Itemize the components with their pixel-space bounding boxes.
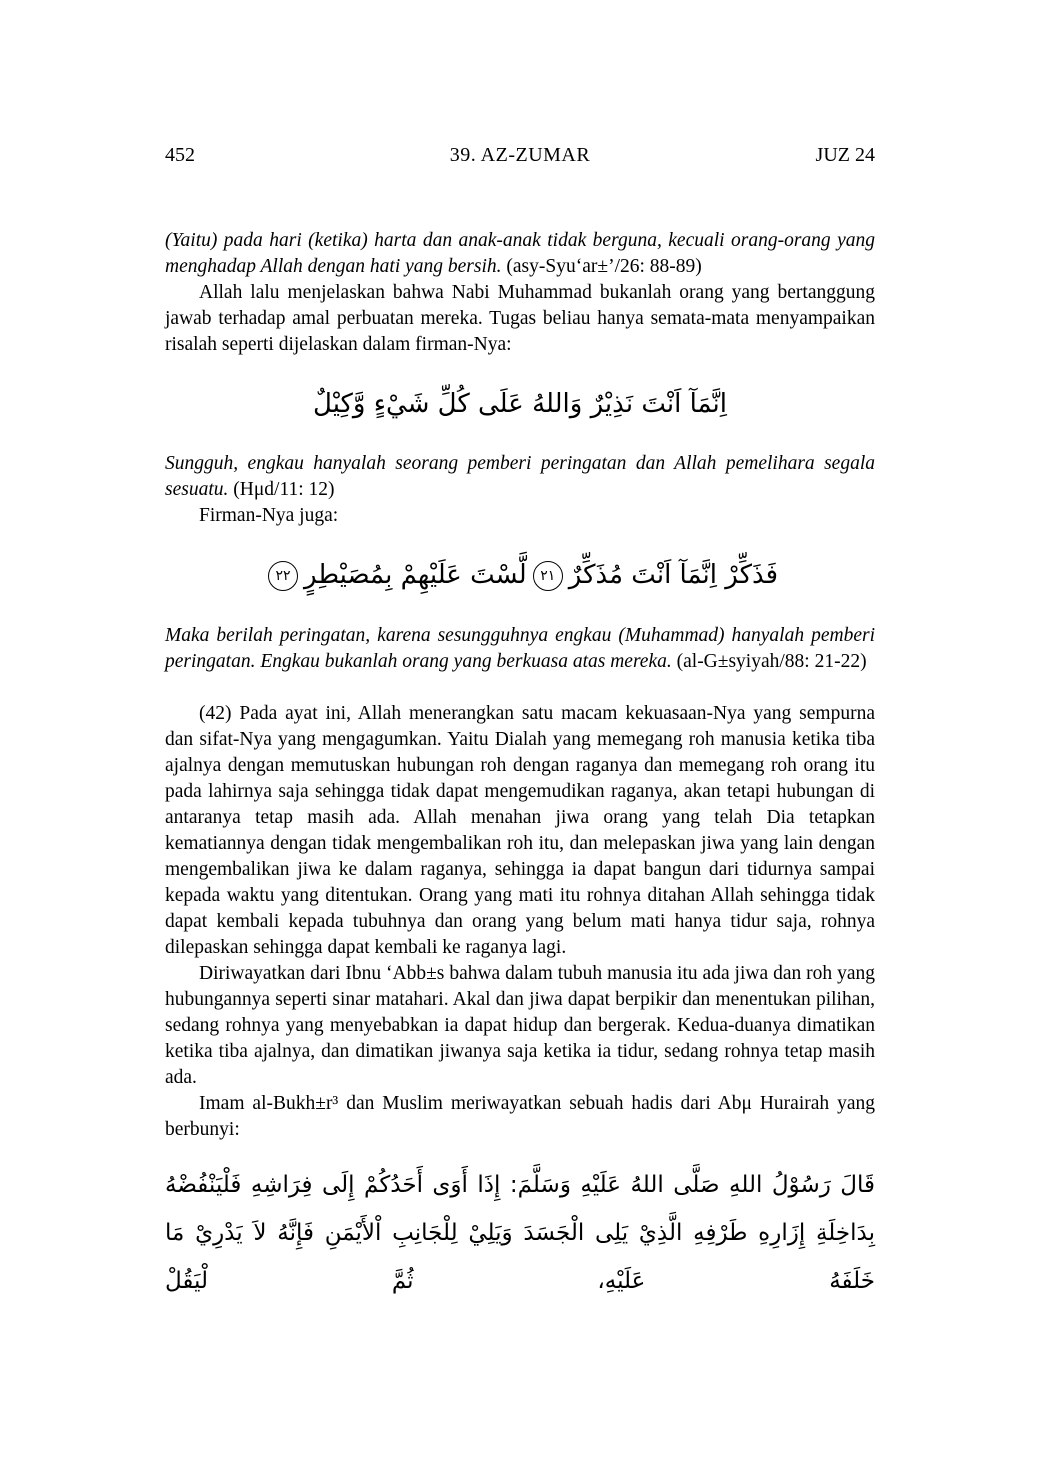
- commentary-paragraph-3: (42) Pada ayat ini, Allah menerangkan satu macam kekuasaan-Nya yang sempurna dan sifat-Nya yang mengagumkan. Yaitu Dialah yang memegang roh manusia ketika tiba ajalnya dengan memutuskan hubungan roh dengan raganya dan memegang roh orang itu pada lahirnya saja sehingga tidak dapat mengemudikan raganya, akan tetapi hubungan di antaranya tetap masih ada. Allah menahan jiwa orang yang telah Dia tetapkan kematiannya dengan tidak mengembalikan roh itu, dan melepaskan jiwa yang lain dengan mengembalikan jiwa ke dalam raganya, sehingga ia dapat bangun dari tidurnya sampai kepada waktu yang ditentukan. Orang yang mati itu rohnya ditahan Allah sehingga tidak dapat kembali kepada tubuhnya dan orang yang belum mati hanya tidur saja, rohnya dilepaskan sehingga dapat kembali ke raganya lagi.: [165, 702, 875, 958]
- translation-paragraph-3: [165, 623, 875, 675]
- commentary-paragraph-1: Allah lalu menjelaskan bahwa Nabi Muhammad bukanlah orang yang bertanggung jawab terhadap amal perbuatan mereka. Tugas beliau hanya semata-mata menyampaikan risalah seperti dijelaskan dalam firman-Nya:: [165, 282, 875, 355]
- arabic-hadith: قَالَ رَسُوْلُ اللهِ صَلَّى اللهُ عَلَيْهِ وَسَلَّمَ: إِذَا أَوَى أَحَدُكُمْ إِلَى فِرَاشِهِ فَلْيَنْفُضْهُ بِدَاخِلَةِ إِزَارِهِ طَرْفِهِ الَّذِيْ يَلِى الْجَسَدَ وَيَلِيْ لِلْجَانِبِ اْلأَيْمَنِ فَإِنَّهُ لاَ يَدْرِيْ مَا خَلَفَهُ عَلَيْهِ، ثُمَّ لْيَقُلْ: [165, 1171, 875, 1295]
- translation-text: Maka berilah peringatan, karena sesungguhnya engkau (Muhammad) hanyalah pemberi peringatan. Engkau bukanlah orang yang berkuasa atas mereka.: [165, 624, 875, 672]
- translation-paragraph-2: [165, 451, 875, 503]
- surah-title: 39. AZ-ZUMAR: [449, 144, 591, 166]
- translation-paragraph-1: [165, 228, 875, 280]
- page-header: [165, 142, 875, 168]
- verse-reference: (Hμd/11: 12): [233, 479, 335, 501]
- verse-reference: (asy-Syu‘ar±’/26: 88-89): [506, 256, 702, 277]
- ayah-number: ٢١: [533, 561, 563, 591]
- commentary-paragraph-4: Diriwayatkan dari Ibnu ‘Abb±s bahwa dalam tubuh manusia itu ada jiwa dan roh yang hubungannya seperti sinar matahari. Akal dan jiwa dapat berpikir dan menentukan pilihan, sedang rohnya yang menyebabkan ia dapat hidup dan bergerak. Kedua-duanya dimatikan ketika tiba ajalnya, dan dimatikan jiwanya saja ketika ia tidur, sedang rohnya tetap masih ada.: [165, 962, 875, 1088]
- verse-reference: (al-G±syiyah/88: 21-22): [676, 650, 867, 672]
- commentary-paragraph-2: Firman-Nya juga:: [199, 505, 339, 527]
- page-number: 452: [165, 144, 195, 166]
- juz-label: JUZ 24: [815, 144, 875, 166]
- translation-text: Sungguh, engkau hanyalah seorang pemberi peringatan dan Allah pemelihara segala sesuatu.: [165, 453, 875, 501]
- arabic-verse-segment: لَّسْتَ عَلَيْهِمْ بِمُصَيْطِرٍ: [303, 560, 527, 591]
- arabic-verse-1: اِنَّمَآ اَنْتَ نَذِيْرٌ وَاللهُ عَلَى كُلِّ شَيْءٍ وَّكِيْلٌ: [313, 389, 727, 419]
- translation-text: (Yaitu) pada hari (ketika) harta dan anak-anak tidak berguna, kecuali orang-orang yang menghadap Allah dengan hati yang bersih.: [165, 230, 875, 277]
- arabic-verse-2: [165, 551, 875, 600]
- arabic-verse-segment: فَذَكِّرْ اِنَّمَآ اَنْتَ مُذَكِّرٌ: [568, 560, 779, 591]
- ayah-number: ٢٢: [268, 561, 298, 591]
- commentary-paragraph-5: Imam al-Bukh±r³ dan Muslim meriwayatkan sebuah hadis dari Abμ Hurairah yang berbunyi:: [165, 1092, 875, 1140]
- page-body: [165, 228, 875, 1306]
- commentary-block: [165, 701, 875, 1143]
